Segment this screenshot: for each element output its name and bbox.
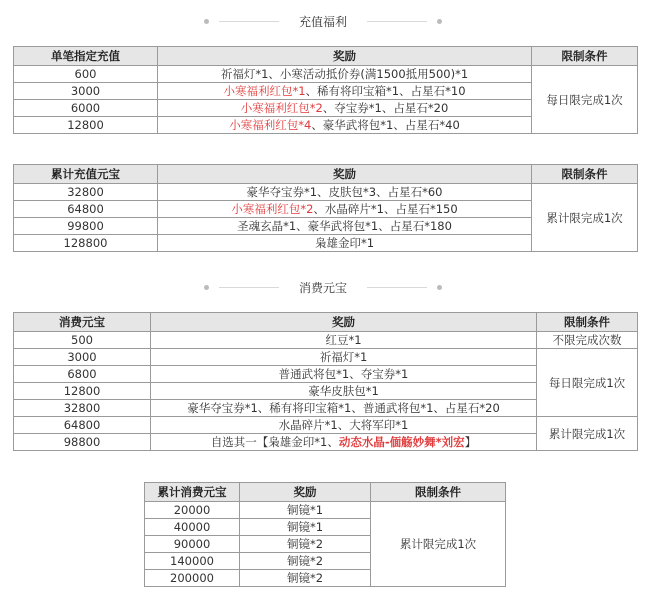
header-cell: 累计消费元宝 bbox=[145, 483, 240, 502]
amount-cell: 500 bbox=[14, 332, 151, 349]
reward-cell: 铜镜*2 bbox=[240, 536, 371, 553]
reward-text: 祈福灯*1 bbox=[319, 350, 368, 364]
cumulative-consume-table bbox=[144, 482, 506, 587]
reward-text: 自选其一【枭雄金印*1、 bbox=[210, 435, 339, 449]
reward-cell bbox=[151, 332, 537, 349]
table-row bbox=[14, 332, 638, 349]
divider-line bbox=[367, 287, 427, 288]
reward-text: 、夺宝券*1、占星石*20 bbox=[322, 101, 449, 115]
reward-cell bbox=[158, 66, 532, 83]
amount-cell: 64800 bbox=[14, 201, 158, 218]
limit-cell: 每日限完成1次 bbox=[532, 66, 638, 134]
table-row bbox=[14, 417, 638, 434]
table-header-row bbox=[14, 165, 638, 184]
reward-text: 豪华夺宝券*1、稀有将印宝箱*1、普通武将包*1、占星石*20 bbox=[187, 401, 500, 415]
table-header-row bbox=[145, 483, 506, 502]
header-cell: 奖励 bbox=[151, 313, 537, 332]
reward-text: 枭雄金印*1 bbox=[314, 236, 375, 250]
header-cell: 累计充值元宝 bbox=[14, 165, 158, 184]
table-row bbox=[145, 502, 506, 519]
limit-cell: 累计限完成1次 bbox=[532, 184, 638, 252]
reward-cell: 铜镜*1 bbox=[240, 502, 371, 519]
reward-text: 普通武将包*1、夺宝券*1 bbox=[278, 367, 409, 381]
amount-cell: 128800 bbox=[14, 235, 158, 252]
header-cell: 奖励 bbox=[240, 483, 371, 502]
divider-line bbox=[219, 21, 279, 22]
amount-cell: 90000 bbox=[145, 536, 240, 553]
reward-cell bbox=[151, 383, 537, 400]
reward-cell bbox=[158, 235, 532, 252]
reward-text: 豪华皮肤包*1 bbox=[308, 384, 379, 398]
reward-text: 】 bbox=[464, 435, 477, 449]
limit-cell: 累计限完成1次 bbox=[537, 417, 638, 451]
reward-text: 红豆*1 bbox=[325, 333, 362, 347]
divider-line bbox=[219, 287, 279, 288]
header-cell: 奖励 bbox=[158, 47, 532, 66]
consume-table bbox=[13, 312, 638, 451]
header-cell: 限制条件 bbox=[532, 47, 638, 66]
header-cell: 消费元宝 bbox=[14, 313, 151, 332]
reward-cell bbox=[158, 218, 532, 235]
reward-text: 、稀有将印宝箱*1、占星石*10 bbox=[305, 84, 466, 98]
limit-cell: 累计限完成1次 bbox=[371, 502, 506, 587]
header-cell: 限制条件 bbox=[371, 483, 506, 502]
amount-cell: 32800 bbox=[14, 400, 151, 417]
amount-cell: 3000 bbox=[14, 83, 158, 100]
amount-cell: 200000 bbox=[145, 570, 240, 587]
amount-cell: 99800 bbox=[14, 218, 158, 235]
divider-dot bbox=[437, 19, 442, 24]
header-cell: 限制条件 bbox=[532, 165, 638, 184]
single-recharge-table bbox=[13, 46, 638, 134]
reward-text: 小寒福利红包*4 bbox=[229, 118, 312, 132]
reward-cell: 铜镜*1 bbox=[240, 519, 371, 536]
divider-line bbox=[367, 21, 427, 22]
amount-cell: 32800 bbox=[14, 184, 158, 201]
header-cell: 单笔指定充值 bbox=[14, 47, 158, 66]
table-row bbox=[14, 66, 638, 83]
limit-cell: 每日限完成1次 bbox=[537, 349, 638, 417]
reward-cell bbox=[151, 434, 537, 451]
amount-cell: 140000 bbox=[145, 553, 240, 570]
reward-text: 小寒福利红包*2 bbox=[240, 101, 323, 115]
amount-cell: 20000 bbox=[145, 502, 240, 519]
reward-text: 、水晶碎片*1、占星石*150 bbox=[313, 202, 458, 216]
table-row bbox=[14, 349, 638, 366]
reward-text: 圣魂玄晶*1、豪华武将包*1、占星石*180 bbox=[237, 219, 452, 233]
divider-dot bbox=[437, 285, 442, 290]
amount-cell: 6800 bbox=[14, 366, 151, 383]
reward-cell bbox=[151, 417, 537, 434]
table-header-row bbox=[14, 313, 638, 332]
section-title-text: 充值福利 bbox=[298, 14, 347, 29]
reward-cell bbox=[158, 184, 532, 201]
amount-cell: 12800 bbox=[14, 117, 158, 134]
cumulative-recharge-table bbox=[13, 164, 638, 252]
reward-text: 、豪华武将包*1、占星石*40 bbox=[311, 118, 460, 132]
reward-cell bbox=[151, 400, 537, 417]
amount-cell: 64800 bbox=[14, 417, 151, 434]
reward-cell bbox=[151, 366, 537, 383]
limit-cell: 不限完成次数 bbox=[537, 332, 638, 349]
amount-cell: 3000 bbox=[14, 349, 151, 366]
section-title-consume bbox=[0, 277, 646, 297]
table-header-row bbox=[14, 47, 638, 66]
reward-cell bbox=[151, 349, 537, 366]
header-cell: 限制条件 bbox=[537, 313, 638, 332]
divider-dot bbox=[204, 285, 209, 290]
section-title-recharge bbox=[0, 11, 646, 31]
amount-cell: 6000 bbox=[14, 100, 158, 117]
table-row bbox=[14, 184, 638, 201]
amount-cell: 98800 bbox=[14, 434, 151, 451]
reward-cell: 铜镜*2 bbox=[240, 553, 371, 570]
reward-text: 小寒福利红包*2 bbox=[231, 202, 314, 216]
reward-text: 水晶碎片*1、大将军印*1 bbox=[278, 418, 409, 432]
reward-cell bbox=[158, 117, 532, 134]
reward-cell bbox=[158, 83, 532, 100]
reward-cell: 铜镜*2 bbox=[240, 570, 371, 587]
header-cell: 奖励 bbox=[158, 165, 532, 184]
reward-text: 豪华夺宝券*1、皮肤包*3、占星石*60 bbox=[246, 185, 443, 199]
divider-dot bbox=[204, 19, 209, 24]
reward-text: 祈福灯*1、小寒活动抵价券(满1500抵用500)*1 bbox=[220, 67, 469, 81]
amount-cell: 600 bbox=[14, 66, 158, 83]
amount-cell: 12800 bbox=[14, 383, 151, 400]
reward-text: 小寒福利红包*1 bbox=[223, 84, 306, 98]
amount-cell: 40000 bbox=[145, 519, 240, 536]
section-title-text: 消费元宝 bbox=[298, 280, 347, 295]
reward-cell bbox=[158, 100, 532, 117]
reward-text: 动态水晶-偭觞妙舞*刘宏 bbox=[338, 435, 465, 449]
reward-cell bbox=[158, 201, 532, 218]
